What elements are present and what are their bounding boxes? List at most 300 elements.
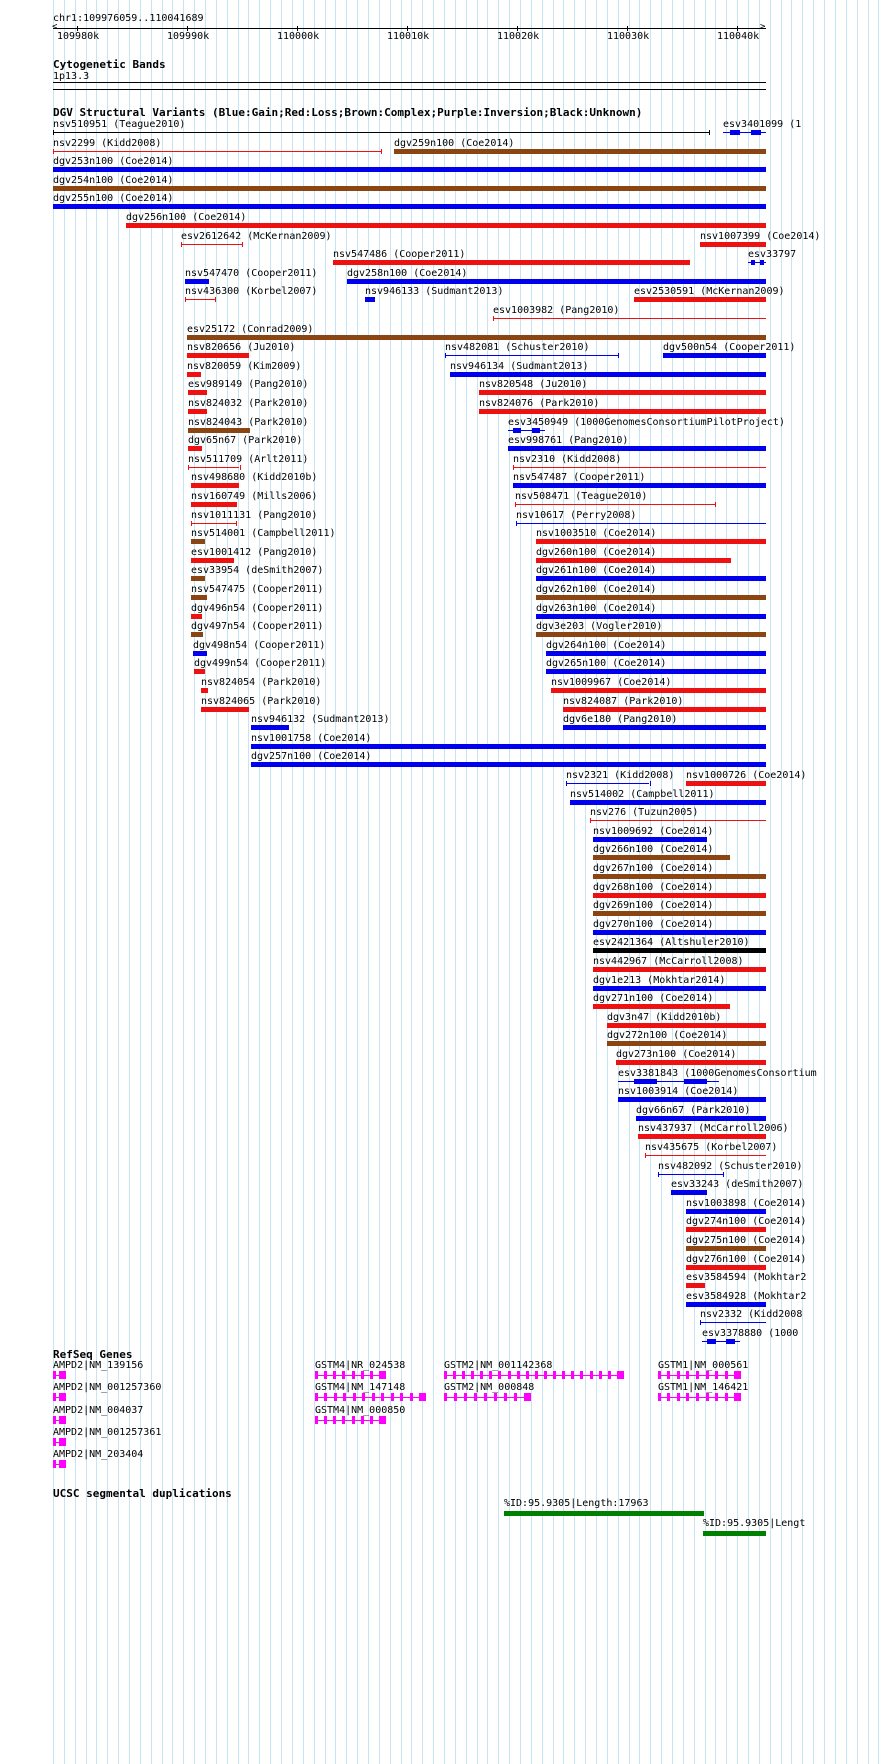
dgv-feature-label[interactable]: dgv500n54 (Cooper2011) <box>663 342 796 353</box>
grid-line <box>303 0 304 1764</box>
refseq-gene-exon <box>370 1371 373 1379</box>
dgv-feature-bar[interactable] <box>188 409 207 414</box>
dgv-feature-bar[interactable] <box>593 948 766 953</box>
dgv-feature-label[interactable]: dgv496n54 (Cooper2011) <box>191 603 324 614</box>
refseq-gene-exon <box>352 1416 355 1424</box>
refseq-gene-label[interactable]: GSTM4|NM_147148 <box>315 1382 406 1393</box>
dgv-feature-label[interactable]: esv2530591 (McKernan2009) <box>634 286 785 297</box>
dgv-feature-label[interactable]: nsv435675 (Korbel2007) <box>645 1142 778 1153</box>
dgv-feature-label[interactable]: esv3401099 (1 <box>723 119 802 130</box>
dgv-feature-bar[interactable] <box>450 372 766 377</box>
grid-line <box>878 0 879 1764</box>
dgv-feature-bar[interactable] <box>663 353 766 358</box>
dgv-feature-bar[interactable] <box>593 967 766 972</box>
dgv-feature-line[interactable] <box>493 318 766 319</box>
refseq-gene-exon <box>333 1371 336 1379</box>
dgv-feature-bar[interactable] <box>479 409 766 414</box>
dgv-feature-label[interactable]: nsv547475 (Cooper2011) <box>191 584 324 595</box>
refseq-gene-exon <box>410 1393 413 1401</box>
dgv-feature-block <box>751 130 761 135</box>
dgv-feature-label[interactable]: esv1003982 (Pang2010) <box>493 305 620 316</box>
dgv-feature-block <box>634 1079 657 1084</box>
refseq-gene-label[interactable]: AMPD2|NM_203404 <box>53 1449 144 1460</box>
dgv-feature-bar[interactable] <box>191 595 207 600</box>
dgv-feature-label[interactable]: nsv820656 (Ju2010) <box>187 342 296 353</box>
dgv-feature-label[interactable]: nsv1007399 (Coe2014) <box>700 231 821 242</box>
refseq-gene-exon <box>315 1393 318 1401</box>
refseq-gene-exon <box>484 1393 487 1401</box>
dgv-feature-label[interactable]: esv2421364 (Altshuler2010) <box>593 937 750 948</box>
refseq-gene-label[interactable]: GSTM2|NM_001142368 <box>444 1360 553 1371</box>
segdup-label[interactable]: %ID:95.9305|Length:17963 <box>504 1498 649 1509</box>
dgv-feature-label[interactable]: dgv256n100 (Coe2014) <box>126 212 247 223</box>
dgv-feature-bar[interactable] <box>607 1041 766 1046</box>
dgv-feature-line[interactable] <box>700 1322 766 1323</box>
dgv-feature-label[interactable]: nsv820059 (Kim2009) <box>187 361 302 372</box>
refseq-gene-exon <box>526 1371 529 1379</box>
refseq-gene-exon <box>333 1416 336 1424</box>
dgv-feature-endcap <box>215 297 216 302</box>
dgv-feature-endcap <box>240 465 241 470</box>
dgv-feature-endcap <box>242 242 243 247</box>
refseq-gene-exon <box>379 1371 386 1379</box>
dgv-feature-label[interactable]: nsv514001 (Campbell2011) <box>191 528 336 539</box>
refseq-gene-exon <box>444 1393 447 1401</box>
refseq-gene-exon <box>677 1371 680 1379</box>
dgv-feature-bar[interactable] <box>636 1116 766 1121</box>
dgv-feature-label[interactable]: dgv499n54 (Cooper2011) <box>194 658 327 669</box>
dgv-feature-bar[interactable] <box>686 1265 766 1270</box>
dgv-feature-bar[interactable] <box>593 1004 730 1009</box>
dgv-feature-bar[interactable] <box>593 893 766 898</box>
refseq-gene-exon <box>315 1371 318 1379</box>
dgv-feature-label[interactable]: dgv498n54 (Cooper2011) <box>193 640 326 651</box>
refseq-gene-intron[interactable] <box>315 1397 423 1398</box>
refseq-gene-exon <box>480 1371 483 1379</box>
dgv-feature-label[interactable]: nsv498680 (Kidd2010b) <box>191 472 318 483</box>
dgv-feature-label[interactable]: nsv1009967 (Coe2014) <box>551 677 672 688</box>
dgv-feature-bar[interactable] <box>193 651 207 656</box>
grid-line <box>770 0 771 1764</box>
dgv-feature-label[interactable]: dgv259n100 (Coe2014) <box>394 138 515 149</box>
dgv-feature-bar[interactable] <box>563 707 766 712</box>
dgv-feature-endcap <box>723 1172 724 1177</box>
refseq-gene-exon <box>489 1371 492 1379</box>
dgv-feature-label[interactable]: nsv514002 (Campbell2011) <box>570 789 715 800</box>
refseq-gene-exon <box>59 1393 66 1401</box>
dgv-feature-label[interactable]: dgv261n100 (Coe2014) <box>536 565 657 576</box>
dgv-feature-bar[interactable] <box>593 911 766 916</box>
grid-line <box>813 0 814 1764</box>
dgv-feature-line[interactable] <box>515 504 715 505</box>
dgv-feature-endcap <box>566 781 567 786</box>
dgv-feature-label[interactable]: esv1001412 (Pang2010) <box>191 547 318 558</box>
dgv-feature-label[interactable]: dgv253n100 (Coe2014) <box>53 156 174 167</box>
dgv-feature-label[interactable]: dgv265n100 (Coe2014) <box>546 658 667 669</box>
dgv-feature-label[interactable]: esv3378880 (1000 <box>702 1328 799 1339</box>
dgv-feature-bar[interactable] <box>201 707 249 712</box>
dgv-feature-label[interactable]: dgv257n100 (Coe2014) <box>251 751 372 762</box>
dgv-feature-label[interactable]: dgv263n100 (Coe2014) <box>536 603 657 614</box>
dgv-feature-bar[interactable] <box>618 1097 766 1102</box>
dgv-feature-endcap <box>709 130 710 135</box>
dgv-feature-label[interactable]: nsv946133 (Sudmant2013) <box>365 286 504 297</box>
cyto-band-top-line <box>53 82 766 83</box>
dgv-feature-label[interactable]: nsv547486 (Cooper2011) <box>333 249 466 260</box>
dgv-feature-label[interactable]: esv989149 (Pang2010) <box>188 379 309 390</box>
dgv-feature-bar[interactable] <box>53 186 766 191</box>
dgv-feature-bar[interactable] <box>686 1302 766 1307</box>
dgv-feature-bar[interactable] <box>607 1023 766 1028</box>
dgv-feature-line[interactable] <box>590 820 766 821</box>
dgv-feature-bar[interactable] <box>333 260 690 265</box>
dgv-feature-bar[interactable] <box>394 149 766 154</box>
dgv-feature-endcap <box>513 465 514 470</box>
dgv-feature-label[interactable]: esv33797 <box>748 249 797 260</box>
refseq-gene-exon <box>370 1416 373 1424</box>
dgv-feature-label[interactable]: nsv946132 (Sudmant2013) <box>251 714 390 725</box>
dgv-feature-line[interactable] <box>53 132 709 133</box>
refseq-gene-exon <box>381 1393 384 1401</box>
dgv-feature-bar[interactable] <box>536 595 766 600</box>
dgv-feature-bar[interactable] <box>616 1060 766 1065</box>
refseq-gene-label[interactable]: AMPD2|NM_004037 <box>53 1405 144 1416</box>
dgv-feature-label[interactable]: nsv482092 (Schuster2010) <box>658 1161 803 1172</box>
dgv-feature-bar[interactable] <box>686 1246 766 1251</box>
dgv-feature-bar[interactable] <box>201 688 208 693</box>
refseq-gene-exon <box>342 1371 345 1379</box>
refseq-gene-exon <box>696 1393 699 1401</box>
dgv-feature-label[interactable]: nsv276 (Tuzun2005) <box>590 807 699 818</box>
refseq-gene-exon <box>715 1393 718 1401</box>
refseq-gene-exon <box>734 1371 741 1379</box>
dgv-feature-bar[interactable] <box>188 390 207 395</box>
dgv-feature-bar[interactable] <box>593 855 730 860</box>
dgv-feature-bar[interactable] <box>563 725 766 730</box>
dgv-feature-line[interactable] <box>188 467 239 468</box>
dgv-feature-label[interactable]: nsv482081 (Schuster2010) <box>445 342 590 353</box>
grid-line <box>737 0 738 1764</box>
dgv-feature-bar[interactable] <box>508 446 766 451</box>
dgv-feature-label[interactable]: nsv824043 (Park2010) <box>188 417 309 428</box>
refseq-gene-exon <box>53 1371 56 1379</box>
dgv-feature-block <box>707 1339 716 1344</box>
dgv-feature-bar[interactable] <box>191 483 239 488</box>
dgv-feature-bar[interactable] <box>191 576 205 581</box>
dgv-feature-label[interactable]: dgv258n100 (Coe2014) <box>347 268 468 279</box>
dgv-feature-label[interactable]: dgv65n67 (Park2010) <box>188 435 303 446</box>
dgv-feature-line[interactable] <box>181 244 242 245</box>
dgv-feature-label[interactable]: esv33954 (deSmith2007) <box>191 565 324 576</box>
dgv-feature-label[interactable]: nsv824054 (Park2010) <box>201 677 322 688</box>
refseq-gene-label[interactable]: AMPD2|NM_001257361 <box>53 1427 162 1438</box>
dgv-feature-label[interactable]: nsv1003898 (Coe2014) <box>686 1198 807 1209</box>
cyto-band-label: 1p13.3 <box>53 71 90 82</box>
dgv-feature-bar[interactable] <box>194 669 205 674</box>
ruler-location: chr1:109976059..110041689 <box>53 13 204 24</box>
dgv-feature-endcap <box>185 297 186 302</box>
dgv-feature-bar[interactable] <box>187 335 766 340</box>
dgv-feature-bar[interactable] <box>187 372 201 377</box>
dgv-feature-label[interactable]: nsv436300 (Korbel2007) <box>185 286 318 297</box>
dgv-feature-endcap <box>715 502 716 507</box>
dgv-feature-bar[interactable] <box>536 632 766 637</box>
dgv-feature-label[interactable]: esv3450949 (1000GenomesConsortiumPilotProject) <box>508 417 785 428</box>
dgv-feature-label[interactable]: nsv511709 (Arlt2011) <box>188 454 309 465</box>
dgv-feature-bar[interactable] <box>251 725 289 730</box>
dgv-feature-label[interactable]: nsv2321 (Kidd2008) <box>566 770 675 781</box>
dgv-feature-bar[interactable] <box>187 353 249 358</box>
dgv-feature-label[interactable]: nsv437937 (McCarroll2006) <box>638 1123 789 1134</box>
dgv-feature-label[interactable]: esv998761 (Pang2010) <box>508 435 629 446</box>
dgv-feature-bar[interactable] <box>513 483 766 488</box>
dgv-feature-label[interactable]: nsv1001758 (Coe2014) <box>251 733 372 744</box>
dgv-feature-label[interactable]: nsv2299 (Kidd2008) <box>53 138 162 149</box>
grid-line <box>325 0 326 1764</box>
refseq-gene-exon <box>53 1416 56 1424</box>
dgv-feature-label[interactable]: esv3381843 (1000GenomesConsortium <box>618 1068 817 1079</box>
dgv-feature-line[interactable] <box>513 467 766 468</box>
dgv-feature-label[interactable]: dgv66n67 (Park2010) <box>636 1105 751 1116</box>
ruler-tick-label: 110030k <box>607 31 650 42</box>
dgv-feature-line[interactable] <box>185 299 215 300</box>
refseq-gene-label[interactable]: GSTM4|NR_024538 <box>315 1360 406 1371</box>
refseq-gene-label[interactable]: GSTM4|NM_000850 <box>315 1405 406 1416</box>
dgv-feature-bar[interactable] <box>347 279 766 284</box>
dgv-feature-label[interactable]: esv3584928 (Mokhtar2 <box>686 1291 807 1302</box>
dgv-feature-label[interactable]: nsv442967 (McCarroll2008) <box>593 956 744 967</box>
dgv-feature-label[interactable]: dgv267n100 (Coe2014) <box>593 863 714 874</box>
dgv-feature-endcap <box>53 130 54 135</box>
dgv-feature-label[interactable]: nsv510951 (Teague2010) <box>53 119 186 130</box>
dgv-feature-bar[interactable] <box>536 558 731 563</box>
dgv-feature-label[interactable]: nsv1000726 (Coe2014) <box>686 770 807 781</box>
refseq-gene-exon <box>686 1371 689 1379</box>
dgv-feature-bar[interactable] <box>686 1227 766 1232</box>
dgv-feature-bar[interactable] <box>546 651 766 656</box>
refseq-gene-exon <box>324 1371 327 1379</box>
dgv-feature-label[interactable]: dgv3n47 (Kidd2010b) <box>607 1012 722 1023</box>
dgv-feature-endcap <box>53 149 54 154</box>
refseq-gene-label[interactable]: GSTM1|NM_000561 <box>658 1360 749 1371</box>
ruler-tick-label: 110000k <box>277 31 320 42</box>
dgv-feature-bar[interactable] <box>593 874 766 879</box>
dgv-feature-line[interactable] <box>658 1174 724 1175</box>
dgv-feature-label[interactable]: dgv255n100 (Coe2014) <box>53 193 174 204</box>
refseq-gene-exon <box>59 1371 66 1379</box>
refseq-gene-exon <box>379 1416 386 1424</box>
dgv-feature-block <box>726 1339 735 1344</box>
dgv-feature-label[interactable]: dgv275n100 (Coe2014) <box>686 1235 807 1246</box>
grid-line <box>868 0 869 1764</box>
dgv-feature-bar[interactable] <box>126 223 766 228</box>
dgv-feature-label[interactable]: dgv270n100 (Coe2014) <box>593 919 714 930</box>
refseq-gene-exon <box>677 1393 680 1401</box>
dgv-feature-label[interactable]: dgv262n100 (Coe2014) <box>536 584 657 595</box>
dgv-feature-bar[interactable] <box>546 669 766 674</box>
dgv-feature-label[interactable]: dgv273n100 (Coe2014) <box>616 1049 737 1060</box>
refseq-gene-exon <box>53 1460 56 1468</box>
grid-line <box>791 0 792 1764</box>
dgv-feature-endcap <box>658 1172 659 1177</box>
dgv-feature-label[interactable]: nsv824032 (Park2010) <box>188 398 309 409</box>
dgv-feature-bar[interactable] <box>671 1190 707 1195</box>
grid-line <box>802 0 803 1764</box>
refseq-gene-label[interactable]: AMPD2|NM_139156 <box>53 1360 144 1371</box>
segdup-bar[interactable] <box>504 1511 704 1516</box>
refseq-gene-exon <box>667 1371 670 1379</box>
grid-line <box>292 0 293 1764</box>
segdup-label[interactable]: %ID:95.9305|Lengt <box>703 1518 806 1529</box>
dgv-feature-block <box>684 1079 707 1084</box>
ruler-tick-label: 110010k <box>387 31 430 42</box>
dgv-feature-label[interactable]: esv3584594 (Mokhtar2 <box>686 1272 807 1283</box>
dgv-feature-bar[interactable] <box>53 167 766 172</box>
refseq-gene-exon <box>696 1371 699 1379</box>
dgv-feature-bar[interactable] <box>365 297 375 302</box>
dgv-feature-endcap <box>515 502 516 507</box>
dgv-feature-label[interactable]: dgv268n100 (Coe2014) <box>593 882 714 893</box>
dgv-feature-label[interactable]: dgv3e203 (Vogler2010) <box>536 621 663 632</box>
refseq-gene-exon <box>419 1393 426 1401</box>
dgv-feature-bar[interactable] <box>593 930 766 935</box>
dgv-feature-bar[interactable] <box>686 1283 705 1288</box>
dgv-feature-bar[interactable] <box>634 297 766 302</box>
dgv-feature-label[interactable]: nsv824065 (Park2010) <box>201 696 322 707</box>
dgv-feature-bar[interactable] <box>570 800 766 805</box>
refseq-track-title: RefSeq Genes <box>53 1348 133 1361</box>
dgv-feature-label[interactable]: dgv271n100 (Coe2014) <box>593 993 714 1004</box>
dgv-feature-bar[interactable] <box>53 204 766 209</box>
segdup-bar[interactable] <box>703 1531 766 1536</box>
dgv-feature-label[interactable]: dgv254n100 (Coe2014) <box>53 175 174 186</box>
refseq-gene-exon <box>334 1393 337 1401</box>
refseq-gene-exon <box>734 1393 741 1401</box>
refseq-gene-exon <box>544 1371 547 1379</box>
dgv-feature-label[interactable]: nsv160749 (Mills2006) <box>191 491 318 502</box>
dgv-feature-line[interactable] <box>445 355 618 356</box>
dgv-feature-bar[interactable] <box>185 279 209 284</box>
dgv-feature-bar[interactable] <box>700 242 766 247</box>
refseq-gene-exon <box>725 1393 728 1401</box>
segdup-track-title: UCSC segmental duplications <box>53 1487 232 1500</box>
dgv-feature-label[interactable]: dgv1e213 (Mokhtar2014) <box>593 975 726 986</box>
dgv-feature-label[interactable]: nsv10617 (Perry2008) <box>516 510 637 521</box>
grid-line <box>857 0 858 1764</box>
dgv-feature-bar[interactable] <box>551 688 766 693</box>
dgv-feature-label[interactable]: nsv2332 (Kidd2008 <box>700 1309 803 1320</box>
dgv-feature-label[interactable]: dgv266n100 (Coe2014) <box>593 844 714 855</box>
dgv-feature-bar[interactable] <box>593 837 707 842</box>
dgv-feature-bar[interactable] <box>536 614 766 619</box>
refseq-gene-exon <box>453 1371 456 1379</box>
refseq-gene-exon <box>462 1371 465 1379</box>
refseq-gene-exon <box>362 1393 365 1401</box>
dgv-feature-block <box>532 428 540 433</box>
dgv-feature-label[interactable]: nsv547470 (Cooper2011) <box>185 268 318 279</box>
dgv-feature-label[interactable]: nsv1003914 (Coe2014) <box>618 1086 739 1097</box>
grid-line <box>238 0 239 1764</box>
refseq-gene-label[interactable]: GSTM2|NM_000848 <box>444 1382 535 1393</box>
dgv-feature-bar[interactable] <box>251 744 766 749</box>
dgv-feature-label[interactable]: nsv820548 (Ju2010) <box>479 379 588 390</box>
dgv-feature-label[interactable]: dgv272n100 (Coe2014) <box>607 1030 728 1041</box>
dgv-feature-label[interactable]: nsv508471 (Teague2010) <box>515 491 648 502</box>
dgv-feature-label[interactable]: nsv1003510 (Coe2014) <box>536 528 657 539</box>
grid-line <box>281 0 282 1764</box>
refseq-gene-exon <box>400 1393 403 1401</box>
dgv-feature-bar[interactable] <box>188 428 250 433</box>
dgv-feature-bar[interactable] <box>686 781 766 786</box>
dgv-feature-label[interactable]: nsv547487 (Cooper2011) <box>513 472 646 483</box>
dgv-feature-line[interactable] <box>191 523 237 524</box>
dgv-feature-label[interactable]: dgv269n100 (Coe2014) <box>593 900 714 911</box>
cyto-track-title: Cytogenetic Bands <box>53 58 166 71</box>
grid-line <box>824 0 825 1764</box>
dgv-feature-bar[interactable] <box>251 762 766 767</box>
dgv-feature-bar[interactable] <box>191 539 205 544</box>
refseq-gene-exon <box>324 1393 327 1401</box>
refseq-gene-exon <box>667 1393 670 1401</box>
dgv-feature-bar[interactable] <box>638 1134 766 1139</box>
refseq-gene-exon <box>514 1393 517 1401</box>
dgv-feature-label[interactable]: nsv946134 (Sudmant2013) <box>450 361 589 372</box>
refseq-gene-exon <box>474 1393 477 1401</box>
refseq-gene-exon <box>361 1416 364 1424</box>
dgv-feature-bar[interactable] <box>536 539 766 544</box>
dgv-feature-line[interactable] <box>566 783 649 784</box>
dgv-feature-label[interactable]: esv2612642 (McKernan2009) <box>181 231 332 242</box>
dgv-feature-label[interactable]: nsv824087 (Park2010) <box>563 696 684 707</box>
dgv-feature-label[interactable]: dgv6e180 (Pang2010) <box>563 714 678 725</box>
refseq-gene-exon <box>517 1371 520 1379</box>
dgv-feature-bar[interactable] <box>536 576 766 581</box>
ruler-tick-label: 109990k <box>167 31 210 42</box>
refseq-gene-label[interactable]: GSTM1|NM_146421 <box>658 1382 749 1393</box>
dgv-feature-label[interactable]: nsv2310 (Kidd2008) <box>513 454 622 465</box>
refseq-gene-exon <box>580 1371 583 1379</box>
dgv-feature-endcap <box>191 521 192 526</box>
dgv-feature-label[interactable]: nsv1009692 (Coe2014) <box>593 826 714 837</box>
dgv-feature-bar[interactable] <box>191 558 234 563</box>
dgv-feature-bar[interactable] <box>188 446 202 451</box>
dgv-feature-block <box>730 130 740 135</box>
grid-line <box>248 0 249 1764</box>
dgv-feature-endcap <box>650 781 651 786</box>
dgv-feature-label[interactable]: nsv824076 (Park2010) <box>479 398 600 409</box>
refseq-gene-exon <box>608 1371 611 1379</box>
refseq-gene-exon <box>464 1393 467 1401</box>
refseq-gene-label[interactable]: AMPD2|NM_001257360 <box>53 1382 162 1393</box>
dgv-feature-label[interactable]: dgv264n100 (Coe2014) <box>546 640 667 651</box>
dgv-feature-bar[interactable] <box>686 1209 766 1214</box>
dgv-feature-label[interactable]: esv33243 (deSmith2007) <box>671 1179 804 1190</box>
dgv-feature-bar[interactable] <box>479 390 766 395</box>
dgv-feature-bar[interactable] <box>191 614 202 619</box>
dgv-feature-label[interactable]: dgv260n100 (Coe2014) <box>536 547 657 558</box>
dgv-feature-line[interactable] <box>645 1155 766 1156</box>
dgv-feature-bar[interactable] <box>593 986 766 991</box>
dgv-feature-line[interactable] <box>516 523 766 524</box>
dgv-feature-label[interactable]: nsv1011131 (Pang2010) <box>191 510 318 521</box>
dgv-feature-bar[interactable] <box>191 502 237 507</box>
dgv-feature-line[interactable] <box>53 151 381 152</box>
dgv-feature-bar[interactable] <box>191 632 203 637</box>
dgv-feature-label[interactable]: esv25172 (Conrad2009) <box>187 324 314 335</box>
dgv-feature-label[interactable]: dgv274n100 (Coe2014) <box>686 1216 807 1227</box>
dgv-feature-label[interactable]: dgv497n54 (Cooper2011) <box>191 621 324 632</box>
dgv-feature-label[interactable]: dgv276n100 (Coe2014) <box>686 1254 807 1265</box>
